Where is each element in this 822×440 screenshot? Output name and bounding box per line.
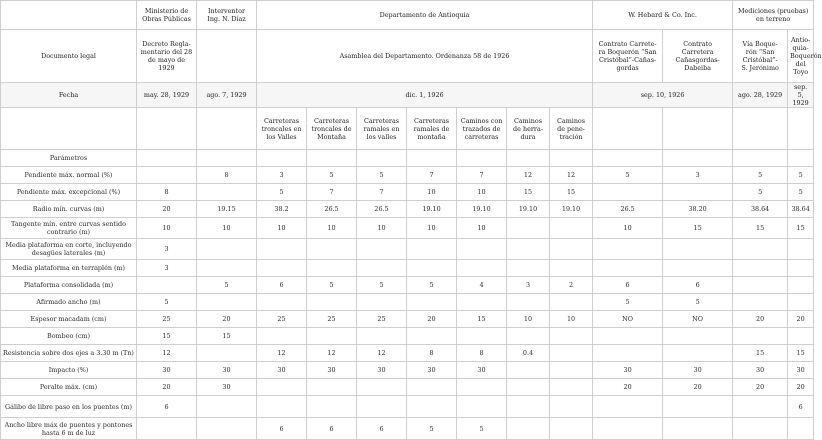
table-cell: 30 — [788, 362, 814, 379]
table-cell — [733, 328, 788, 345]
row-label: Peralte máx. (cm) — [1, 379, 137, 396]
table-cell: 10 — [307, 218, 357, 239]
table-cell — [137, 167, 197, 184]
row-label: Impacto (%) — [1, 362, 137, 379]
table-cell: 3 — [257, 167, 307, 184]
table-cell: 38.64 — [733, 201, 788, 218]
table-cell — [257, 379, 307, 396]
table-cell — [307, 260, 357, 277]
table-cell: 19.10 — [457, 201, 507, 218]
table-cell: 20 — [197, 311, 257, 328]
row-label: Pendiente máx. excepcional (%) — [1, 184, 137, 201]
table-cell — [788, 260, 814, 277]
table-row — [1, 239, 814, 260]
table-cell: 15 — [733, 345, 788, 362]
table-cell: 10 — [457, 184, 507, 201]
doc-decreto: Decreto Regla- mentario del 28 de mayo de 1929 — [137, 30, 197, 83]
table-cell — [457, 396, 507, 418]
table-cell: 10 — [407, 218, 457, 239]
table-cell: 12 — [550, 167, 593, 184]
table-row — [1, 396, 814, 418]
table-cell — [307, 328, 357, 345]
row-label: Parámetros — [1, 150, 137, 167]
table-cell — [507, 418, 550, 440]
table-cell: 5 — [307, 277, 357, 294]
table-cell: 20 — [407, 311, 457, 328]
table-cell — [357, 379, 407, 396]
table-cell: 20 — [137, 201, 197, 218]
table-cell — [507, 239, 550, 260]
label-fecha: Fecha — [1, 83, 137, 108]
table-cell — [357, 150, 407, 167]
table-cell: 20 — [663, 379, 733, 396]
table-cell: 8 — [457, 345, 507, 362]
table-cell: 3 — [137, 260, 197, 277]
table-cell: 30 — [257, 362, 307, 379]
header-row-institutions — [1, 1, 814, 30]
table-cell: 0.4 — [507, 345, 550, 362]
table-row — [1, 311, 814, 328]
table-cell — [593, 239, 663, 260]
row-label: Ancho libre máx de puentes y pontones hasta 6 m de luz — [1, 418, 137, 440]
table-cell — [733, 239, 788, 260]
table-cell: 6 — [663, 277, 733, 294]
table-cell: 6 — [593, 277, 663, 294]
table-cell — [593, 150, 663, 167]
table-cell — [663, 260, 733, 277]
table-cell — [507, 294, 550, 311]
table-cell: NO — [593, 311, 663, 328]
table-cell: 3 — [663, 167, 733, 184]
table-cell: 5 — [788, 167, 814, 184]
table-cell — [197, 260, 257, 277]
table-cell — [197, 345, 257, 362]
table-cell: 19.10 — [507, 201, 550, 218]
table-cell — [307, 379, 357, 396]
table-cell: 5 — [257, 184, 307, 201]
table-cell: 5 — [357, 277, 407, 294]
table-cell — [507, 150, 550, 167]
table-cell — [197, 294, 257, 311]
table-cell: 15 — [197, 328, 257, 345]
table-cell: 12 — [257, 345, 307, 362]
table-cell — [457, 150, 507, 167]
subheader-caminos-carreteras: Caminos con trazados de carreteras — [457, 108, 507, 150]
corner-cell — [1, 1, 137, 30]
table-cell — [407, 379, 457, 396]
subheader-ramales-montana: Carreteras ramales de montaña — [407, 108, 457, 150]
table-row — [1, 379, 814, 396]
table-cell — [407, 260, 457, 277]
table-cell: 5 — [788, 184, 814, 201]
table-cell — [257, 294, 307, 311]
table-cell: 15 — [550, 184, 593, 201]
table-cell: 8 — [407, 345, 457, 362]
doc-contrato-dabeiba: Contrato Carretera Cañasgordas- Dabeiba — [663, 30, 733, 83]
table-cell — [257, 150, 307, 167]
table-cell: 26.5 — [593, 201, 663, 218]
table-row — [1, 218, 814, 239]
table-cell: 25 — [137, 311, 197, 328]
table-cell: 19.10 — [550, 201, 593, 218]
table-cell: 30 — [137, 362, 197, 379]
table-cell: 20 — [733, 311, 788, 328]
table-cell — [593, 418, 663, 440]
table-cell — [733, 150, 788, 167]
row-label: Plataforma consolidada (m) — [1, 277, 137, 294]
row-label: Pendiente máx. normal (%) — [1, 167, 137, 184]
table-cell — [733, 396, 788, 418]
header-row-road-types — [1, 108, 814, 150]
row-label: Espesor macadam (cm) — [1, 311, 137, 328]
table-cell: 12 — [357, 345, 407, 362]
table-cell — [788, 418, 814, 440]
table-cell — [507, 328, 550, 345]
table-cell — [593, 345, 663, 362]
table-cell — [593, 396, 663, 418]
table-cell: 10 — [197, 218, 257, 239]
table-row — [1, 150, 814, 167]
table-cell: 15 — [733, 218, 788, 239]
parameters-body — [1, 150, 814, 440]
header-ministerio: Ministerio de Obras Públicas — [137, 1, 197, 30]
subheader-ramales-valles: Carreteras ramales en los valles — [357, 108, 407, 150]
doc-asamblea: Asamblea del Departamento. Ordenanza 58 de 1926 — [257, 30, 593, 83]
table-cell: 6 — [257, 277, 307, 294]
table-cell — [407, 294, 457, 311]
table-cell — [550, 345, 593, 362]
table-cell — [457, 260, 507, 277]
table-cell — [407, 239, 457, 260]
table-row — [1, 184, 814, 201]
table-cell — [663, 396, 733, 418]
table-cell — [457, 239, 507, 260]
table-cell: 15 — [788, 345, 814, 362]
fecha-ministerio: may. 28, 1929 — [137, 83, 197, 108]
table-cell — [197, 150, 257, 167]
table-cell — [257, 260, 307, 277]
table-cell — [663, 418, 733, 440]
table-row — [1, 362, 814, 379]
table-cell — [550, 418, 593, 440]
row-label: Media plataforma en corte, incluyendo desagües laterales (m) — [1, 239, 137, 260]
fecha-departamento: dic. 1, 1926 — [257, 83, 593, 108]
table-row — [1, 328, 814, 345]
table-cell: 5 — [593, 294, 663, 311]
table-cell — [407, 150, 457, 167]
header-departamento: Departamento de Antioquia — [257, 1, 593, 30]
table-cell: 6 — [307, 418, 357, 440]
table-cell: 3 — [507, 277, 550, 294]
doc-via-boqueron: Vía Boque- rón “San Cristóbal”- S. Jerónimo — [733, 30, 788, 83]
table-cell — [788, 277, 814, 294]
table-cell — [550, 379, 593, 396]
table-cell: 20 — [733, 379, 788, 396]
table-cell — [197, 239, 257, 260]
fecha-mediciones-1: ago. 28, 1929 — [733, 83, 788, 108]
table-cell: 30 — [733, 362, 788, 379]
table-cell: 8 — [197, 167, 257, 184]
subheader-empty — [593, 108, 663, 150]
table-cell: 10 — [507, 311, 550, 328]
table-cell — [257, 328, 307, 345]
table-cell — [550, 396, 593, 418]
table-row — [1, 277, 814, 294]
table-cell — [550, 362, 593, 379]
table-cell — [593, 184, 663, 201]
subheader-empty — [197, 108, 257, 150]
table-cell: 30 — [407, 362, 457, 379]
table-cell — [307, 294, 357, 311]
table-cell — [788, 294, 814, 311]
table-cell — [407, 328, 457, 345]
table-cell: 7 — [307, 184, 357, 201]
table-cell: 7 — [457, 167, 507, 184]
table-cell — [550, 328, 593, 345]
table-cell: 30 — [307, 362, 357, 379]
table-cell: 25 — [357, 311, 407, 328]
table-cell — [550, 260, 593, 277]
table-cell — [593, 260, 663, 277]
table-cell — [663, 239, 733, 260]
table-cell: 6 — [137, 396, 197, 418]
table-cell — [307, 239, 357, 260]
table-cell: 8 — [137, 184, 197, 201]
table-cell: 25 — [307, 311, 357, 328]
table-cell: 10 — [407, 184, 457, 201]
doc-interventor-empty — [197, 30, 257, 83]
table-cell — [307, 150, 357, 167]
table-cell: 15 — [507, 184, 550, 201]
subheader-empty — [788, 108, 814, 150]
table-cell — [788, 239, 814, 260]
header-row-fecha — [1, 83, 814, 108]
subheader-caminos-herradura: Caminos de herra- dura — [507, 108, 550, 150]
table-cell — [663, 184, 733, 201]
header-interventor: Interventor Ing. N. Díaz — [197, 1, 257, 30]
table-cell — [733, 277, 788, 294]
table-cell — [457, 328, 507, 345]
table-cell: 5 — [137, 294, 197, 311]
table-cell — [307, 396, 357, 418]
row-label: Gálibo de libre paso en los puentes (m) — [1, 396, 137, 418]
table-cell: 30 — [593, 362, 663, 379]
table-row — [1, 201, 814, 218]
table-cell: 20 — [788, 379, 814, 396]
table-cell: 5 — [733, 184, 788, 201]
table-cell — [733, 418, 788, 440]
table-cell: 38.64 — [788, 201, 814, 218]
table-cell — [733, 294, 788, 311]
table-cell: 5 — [733, 167, 788, 184]
subheader-empty — [733, 108, 788, 150]
table-cell — [663, 345, 733, 362]
fecha-mediciones-2: sep. 5, 1929 — [788, 83, 814, 108]
label-documento-legal: Documento legal — [1, 30, 137, 83]
table-cell: 10 — [137, 218, 197, 239]
table-cell: 26.5 — [307, 201, 357, 218]
table-cell: 19.15 — [197, 201, 257, 218]
table-cell: 12 — [307, 345, 357, 362]
table-cell — [788, 150, 814, 167]
table-cell — [197, 184, 257, 201]
table-cell: 5 — [663, 294, 733, 311]
table-cell — [137, 277, 197, 294]
subheader-caminos-penetracion: Caminos de pene- tración — [550, 108, 593, 150]
table-cell — [197, 396, 257, 418]
row-label: Afirmado ancho (m) — [1, 294, 137, 311]
table-cell: 4 — [457, 277, 507, 294]
table-cell — [788, 328, 814, 345]
table-cell: 20 — [593, 379, 663, 396]
header-hebard: W. Hebard & Co. Inc. — [593, 1, 733, 30]
table-cell — [663, 328, 733, 345]
table-cell: 20 — [137, 379, 197, 396]
table-cell: 6 — [257, 418, 307, 440]
row-label: Resistencia sobre dos ejes a 3.30 m (Tn) — [1, 345, 137, 362]
table-row — [1, 418, 814, 440]
subheader-troncales-valles: Carreteras troncales en los Valles — [257, 108, 307, 150]
table-cell: 2 — [550, 277, 593, 294]
table-cell: 30 — [663, 362, 733, 379]
table-cell: 38.2 — [257, 201, 307, 218]
doc-antioquia-toyo: Antio- quia- Boquerón del Toyo — [788, 30, 814, 83]
header-row-documents — [1, 30, 814, 83]
table-cell: 5 — [407, 418, 457, 440]
table-cell: 25 — [257, 311, 307, 328]
table-cell: 6 — [788, 396, 814, 418]
table-cell — [663, 150, 733, 167]
table-cell: 7 — [407, 167, 457, 184]
table-cell: 15 — [788, 218, 814, 239]
table-cell: 10 — [257, 218, 307, 239]
table-cell: NO — [663, 311, 733, 328]
table-cell: 5 — [457, 418, 507, 440]
row-label: Media plataforma en terraplén (m) — [1, 260, 137, 277]
table-cell — [197, 418, 257, 440]
table-cell: 30 — [197, 362, 257, 379]
table-cell — [357, 328, 407, 345]
table-cell: 10 — [357, 218, 407, 239]
row-label: Bombeo (cm) — [1, 328, 137, 345]
table-cell: 3 — [137, 239, 197, 260]
table-cell — [733, 260, 788, 277]
subheader-troncales-montana: Carreteras troncales de Montaña — [307, 108, 357, 150]
table-cell — [457, 379, 507, 396]
table-cell — [550, 239, 593, 260]
table-cell: 10 — [457, 218, 507, 239]
row-label: Radio mín. curvas (m) — [1, 201, 137, 218]
table-row — [1, 167, 814, 184]
table-cell: 6 — [357, 418, 407, 440]
table-cell — [257, 396, 307, 418]
table-cell: 12 — [137, 345, 197, 362]
subheader-empty — [137, 108, 197, 150]
table-cell — [507, 396, 550, 418]
table-cell: 5 — [593, 167, 663, 184]
table-cell — [507, 218, 550, 239]
table-cell: 30 — [457, 362, 507, 379]
table-cell: 20 — [788, 311, 814, 328]
table-cell — [550, 294, 593, 311]
table-cell: 15 — [137, 328, 197, 345]
table-cell: 7 — [357, 184, 407, 201]
fecha-hebard: sep. 10, 1926 — [593, 83, 733, 108]
table-cell — [357, 294, 407, 311]
table-cell: 26.5 — [357, 201, 407, 218]
table-cell — [507, 260, 550, 277]
table-cell: 19.10 — [407, 201, 457, 218]
table-cell: 5 — [197, 277, 257, 294]
table-cell — [357, 396, 407, 418]
table-cell — [593, 328, 663, 345]
fecha-interventor: ago. 7, 1929 — [197, 83, 257, 108]
table-cell: 15 — [663, 218, 733, 239]
table-row — [1, 294, 814, 311]
table-cell — [550, 150, 593, 167]
table-cell — [137, 418, 197, 440]
table-cell — [357, 260, 407, 277]
table-cell — [137, 150, 197, 167]
table-cell: 30 — [357, 362, 407, 379]
table-cell: 5 — [307, 167, 357, 184]
table-cell: 15 — [457, 311, 507, 328]
table-row — [1, 260, 814, 277]
table-row — [1, 345, 814, 362]
table-cell — [507, 362, 550, 379]
doc-contrato-boqueron: Contrato Carrete- ra Boquerón “San Cristóbal”-Cañas- gordas — [593, 30, 663, 83]
table-cell: 10 — [550, 311, 593, 328]
table-cell — [257, 239, 307, 260]
table-cell — [457, 294, 507, 311]
table-cell: 5 — [357, 167, 407, 184]
table-cell: 10 — [593, 218, 663, 239]
subheader-empty — [1, 108, 137, 150]
table-cell: 30 — [197, 379, 257, 396]
table-cell — [357, 239, 407, 260]
table-cell — [550, 218, 593, 239]
row-label: Tangente mín. entre curvas sentido contrario (m) — [1, 218, 137, 239]
table-cell — [507, 379, 550, 396]
header-mediciones: Mediciones (pruebas) en terreno — [733, 1, 814, 30]
table-cell: 38.20 — [663, 201, 733, 218]
table-cell: 5 — [407, 277, 457, 294]
table-cell — [407, 396, 457, 418]
table-cell: 12 — [507, 167, 550, 184]
subheader-empty — [663, 108, 733, 150]
